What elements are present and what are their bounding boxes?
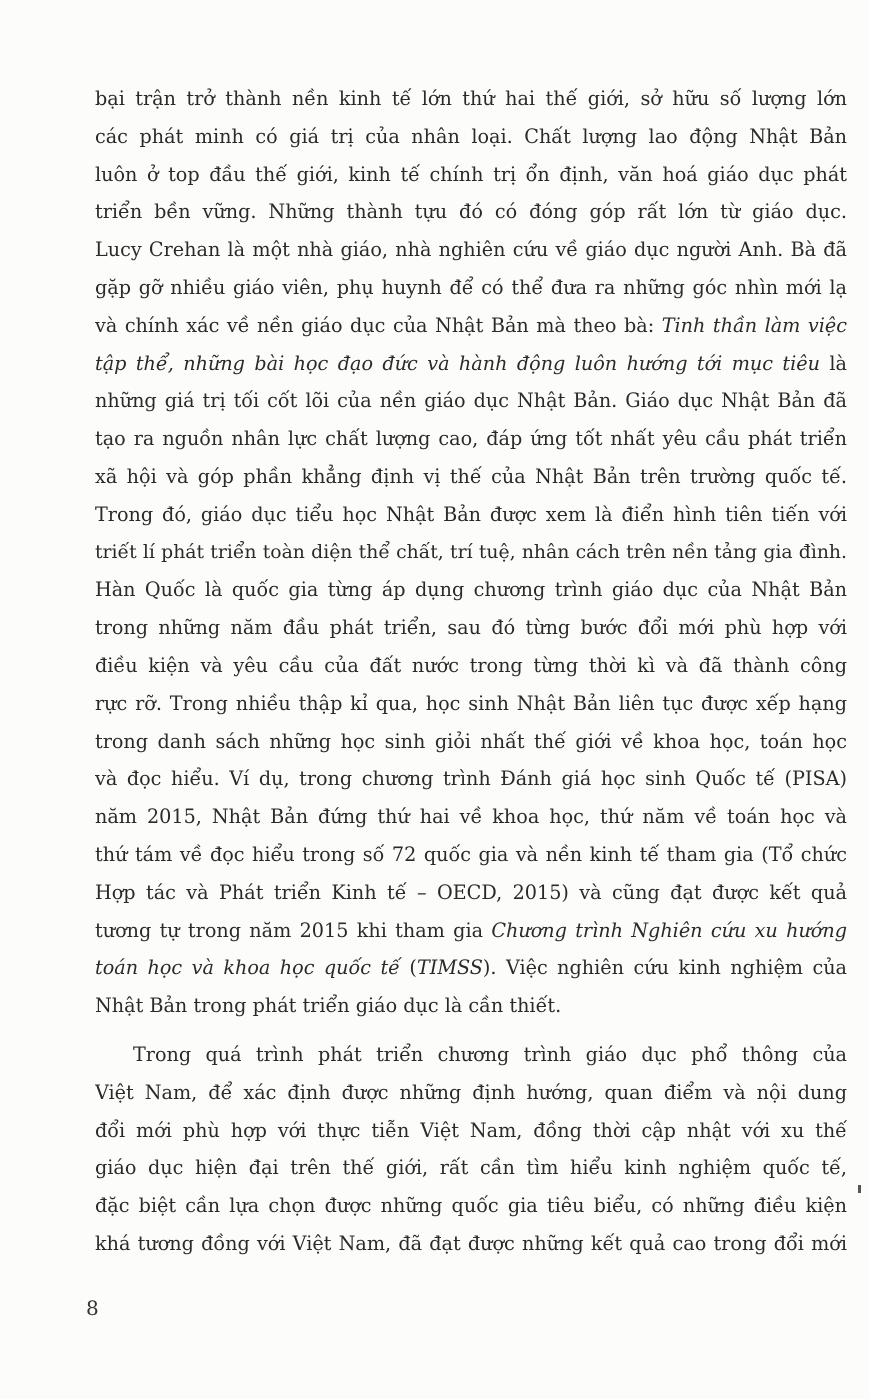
text-line: giáo dục hiện đại trên thế giới, rất cần tìm hiểu kinh nghiệm quốc tế, bbox=[95, 1156, 847, 1180]
text-line bbox=[95, 345, 847, 383]
italic-title: toán học và khoa học quốc tế bbox=[95, 956, 400, 980]
text-span: và chính xác về nền giáo dục của Nhật Bản mà theo bà: bbox=[95, 313, 662, 337]
text-line bbox=[95, 912, 847, 950]
text-span: là bbox=[820, 351, 847, 375]
text-span: ( bbox=[399, 956, 417, 980]
text-line: luôn ở top đầu thế giới, kinh tế chính trị ổn định, văn hoá giáo dục phát bbox=[95, 162, 847, 186]
text-line: thứ tám về đọc hiểu trong số 72 quốc gia và nền kinh tế tham gia (Tổ chức bbox=[95, 842, 847, 866]
text-line: triển bền vững. Những thành tựu đó có đóng góp rất lớn từ giáo dục. bbox=[95, 200, 847, 224]
text-span: ). Việc nghiên cứu kinh nghiệm của bbox=[482, 956, 847, 980]
text-line: bại trận trở thành nền kinh tế lớn thứ hai thế giới, sở hữu số lượng lớn bbox=[95, 87, 847, 110]
text-line: đổi mới phù hợp với thực tiễn Việt Nam, đồng thời cập nhật với xu thế bbox=[95, 1118, 847, 1142]
text-line: trong danh sách những học sinh giỏi nhất thế giới về khoa học, toán học bbox=[95, 729, 847, 753]
page-number: 8 bbox=[86, 1296, 99, 1320]
text-line: Trong quá trình phát triển chương trình giáo dục phổ thông của bbox=[133, 1042, 847, 1066]
text-line bbox=[95, 949, 847, 987]
text-line: Hợp tác và Phát triển Kinh tế – OECD, 2015) và cũng đạt được kết quả bbox=[95, 880, 847, 904]
text-line: đặc biệt cần lựa chọn được những quốc gia tiêu biểu, có những điều kiện bbox=[95, 1194, 847, 1218]
text-line: xã hội và góp phần khẳng định vị thế của Nhật Bản trên trường quốc tế. bbox=[95, 464, 847, 488]
text-line: Lucy Crehan là một nhà giáo, nhà nghiên cứu về giáo dục người Anh. Bà đã bbox=[95, 238, 847, 262]
text-line: và đọc hiểu. Ví dụ, trong chương trình Đánh giá học sinh Quốc tế (PISA) bbox=[95, 767, 847, 791]
text-line: Nhật Bản trong phát triển giáo dục là cần thiết. bbox=[95, 994, 562, 1018]
italic-quote: Tinh thần làm việc bbox=[661, 313, 847, 337]
text-line: tạo ra nguồn nhân lực chất lượng cao, đáp ứng tốt nhất yêu cầu phát triển bbox=[95, 427, 847, 451]
text-line: gặp gỡ nhiều giáo viên, phụ huynh để có thể đưa ra những góc nhìn mới lạ bbox=[95, 275, 847, 299]
text-line: năm 2015, Nhật Bản đứng thứ hai về khoa học, thứ năm về toán học và bbox=[95, 805, 847, 829]
paragraph-2 bbox=[95, 1036, 847, 1263]
text-line: điều kiện và yêu cầu của đất nước trong từng thời kì và đã thành công bbox=[95, 653, 847, 677]
paragraph-gap bbox=[95, 1025, 847, 1036]
text-line: Việt Nam, để xác định được những định hướng, quan điểm và nội dung bbox=[95, 1080, 847, 1104]
italic-title: Chương trình Nghiên cứu xu hướng bbox=[491, 918, 847, 942]
text-line: rực rỡ. Trong nhiều thập kỉ qua, học sinh Nhật Bản liên tục được xếp hạng bbox=[95, 691, 847, 715]
text-line: Trong đó, giáo dục tiểu học Nhật Bản được xem là điển hình tiên tiến với bbox=[95, 502, 847, 526]
text-span: tương tự trong năm 2015 khi tham gia bbox=[95, 918, 492, 942]
text-line: triết lí phát triển toàn diện thể chất, trí tuệ, nhân cách trên nền tảng gia đình. bbox=[95, 541, 847, 563]
text-line: trong những năm đầu phát triển, sau đó từng bước đổi mới phù hợp với bbox=[95, 616, 847, 640]
text-line: khá tương đồng với Việt Nam, đã đạt được những kết quả cao trong đổi mới bbox=[95, 1231, 847, 1255]
text-line: những giá trị tối cốt lõi của nền giáo dục Nhật Bản. Giáo dục Nhật Bản đã bbox=[95, 389, 847, 413]
text-line: Hàn Quốc là quốc gia từng áp dụng chương trình giáo dục của Nhật Bản bbox=[95, 578, 847, 602]
body-text bbox=[95, 80, 847, 1263]
italic-acronym: TIMSS bbox=[416, 956, 483, 980]
italic-quote: tập thể, những bài học đạo đức và hành động luôn hướng tới mục tiêu bbox=[95, 351, 820, 375]
page-edge-mark bbox=[858, 1185, 861, 1193]
text-line bbox=[95, 307, 847, 345]
paragraph-1 bbox=[95, 80, 847, 1025]
text-line: các phát minh có giá trị của nhân loại. Chất lượng lao động Nhật Bản bbox=[95, 124, 847, 148]
